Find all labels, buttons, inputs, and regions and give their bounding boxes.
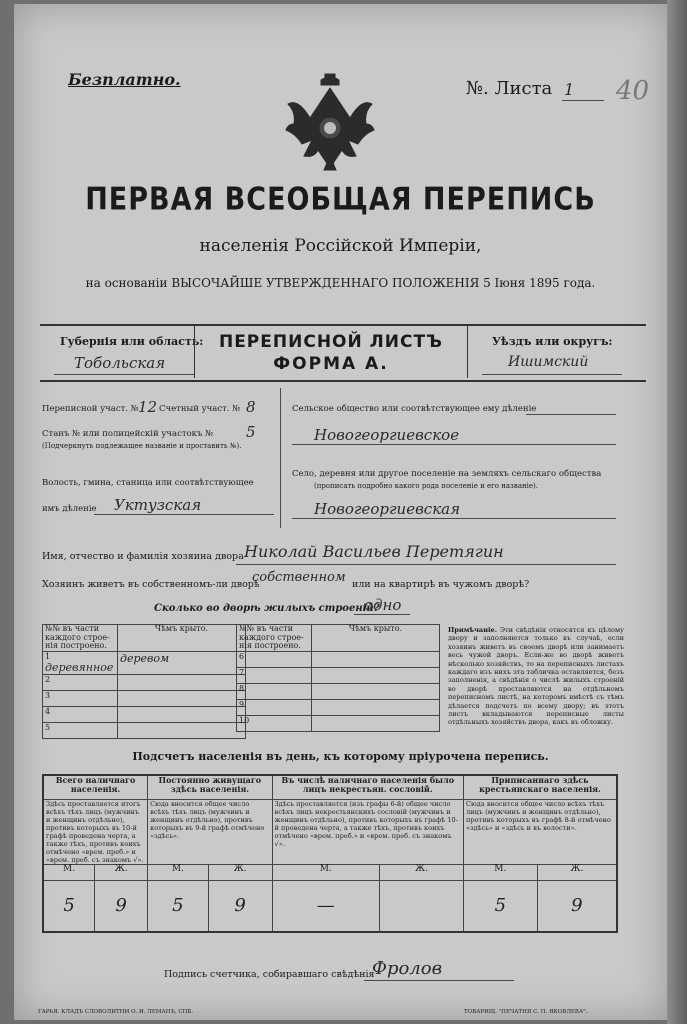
society-label: Сельское общество или соотвѣтствующее ему дѣленіе	[292, 404, 537, 414]
buildings-label: Сколько во дворѣ жилыхъ строеній?	[154, 603, 380, 614]
sheet-title-2: ФОРМА А.	[273, 354, 389, 374]
volost-label-line2: имъ дѣленіе	[42, 504, 97, 514]
row-number: 7	[237, 667, 312, 683]
male-label: М.	[148, 864, 209, 880]
census-area-label: Переписной участ. №	[42, 404, 139, 414]
row-number: 5	[43, 722, 118, 738]
total-male: 5	[43, 880, 95, 932]
row-number: 8	[237, 683, 312, 699]
note-text: Эти свѣдѣнія относятся къ цѣлому двору и заполняются только въ случаѣ, если хозяинъ живетъ въ своемъ дворѣ или занимаетъ весь чужой дворъ. Если-же во дворѣ живетъ нѣсколько хозяйствъ, то на переписныхъ листахъ каждаго изъ нихъ эта табличка оставляется, безъ заполненія, а свѣдѣнія о числѣ жилыхъ строеній во дворѣ проставляются на отдѣльномъ переписномъ листѣ, на которомъ вмѣстѣ съ тѣмъ дѣлается подсчетъ по всему двору; въ этотъ листъ вкладываются переписные листы отдѣльныхъ хозяйствъ двора, какъ въ обложку.	[448, 626, 624, 727]
village-value: Новогеоргиевская	[314, 500, 461, 518]
peasant-female: 9	[537, 880, 617, 932]
female-label: Ж.	[208, 864, 272, 880]
district-value: Ишимский	[508, 354, 589, 370]
row1-built: деревянное	[45, 660, 114, 674]
document-subtitle: населенія Россійской Имперіи,	[199, 236, 482, 256]
row-number: 4	[43, 706, 118, 722]
resident-male: 5	[148, 880, 209, 932]
village-note: (прописать подробно какого рода поселеніе и его названіе).	[314, 482, 538, 490]
col-roof-header: Чѣмъ крыто.	[118, 625, 246, 652]
camp-note: (Подчеркнуть подлежащее названіе и проставить №).	[42, 442, 242, 450]
camp-label: Станъ № или полицейскій участокъ №	[42, 429, 214, 439]
row-number: 6	[237, 651, 312, 667]
col1-header: Всего наличнаго населенія.	[43, 775, 148, 799]
camp-value: 5	[246, 423, 256, 441]
document-basis: на основаніи ВЫСОЧАЙШЕ УТВЕРЖДЕННАГО ПОЛОЖЕНІЯ 5 Іюня 1895 года.	[85, 276, 596, 290]
census-sheet	[14, 4, 667, 1020]
counting-area-label: Счетный участ. №	[159, 404, 241, 414]
row1-roof: деревом	[118, 651, 246, 674]
population-count-table	[42, 774, 618, 933]
counting-area-value: 8	[246, 398, 256, 416]
peasant-male: 5	[463, 880, 537, 932]
village-label: Село, деревня или другое поселеніе на земляхъ сельскаго общества	[292, 469, 602, 479]
non-peasant-female	[379, 880, 463, 932]
row-number: 2	[43, 674, 118, 690]
margin-number: 40	[616, 76, 650, 106]
female-label: Ж.	[379, 864, 463, 880]
col2-header: Постоянно живущаго здѣсь населенія.	[148, 775, 272, 799]
col-built-header: №№ въ части каждого строе-нія построено.	[237, 625, 312, 652]
province-value: Тобольская	[74, 354, 166, 372]
row-number: 3	[43, 690, 118, 706]
col-built-header: №№ въ части каждого строе-нія построено.	[43, 625, 118, 652]
male-label: М.	[272, 864, 379, 880]
count-heading: Подсчетъ населенія въ день, къ которому пріурочена перепись.	[132, 750, 549, 763]
owner-name-label: Имя, отчество и фамилія хозяина двора	[42, 551, 244, 562]
owner-name-value: Николай Васильев Перетягин	[244, 542, 504, 561]
row-number: 10	[237, 715, 312, 731]
free-label: Безплатно.	[68, 70, 181, 89]
residence-label-1: Хозяинъ живетъ въ собственномъ-ли дворѣ	[42, 579, 260, 590]
printer-left: ГАРЬЯ. КЛАДЪ СЛОВОЛИТНИ О. И. ЛЕМАНЪ, СПБ.	[38, 1009, 194, 1015]
society-value: Новогеоргиевское	[314, 426, 460, 444]
residence-label-2: или на квартирѣ въ чужомъ дворѣ?	[352, 579, 530, 590]
census-area-value: 12	[138, 398, 158, 416]
sheet-no-value: 1	[564, 80, 575, 99]
col2-description: Сюда вносится общее число всѣхъ тѣхъ лицъ (мужчинъ и женщинъ отдѣльно), противъ которыхъ въ 9-й графѣ отмѣчено «здѣсь».	[148, 799, 272, 864]
volost-value: Уктузская	[114, 496, 202, 514]
sheet-no-label: №. Листа	[466, 78, 553, 99]
col4-header: Приписаннаго здѣсь крестьянскаго населенія.	[463, 775, 617, 799]
col3-header: Въ числѣ наличнаго населенія было лицъ некрестьян. сословій.	[272, 775, 463, 799]
paper-edge	[667, 0, 687, 1024]
signature-value: Фролов	[372, 958, 443, 979]
col3-description: Здѣсь проставляется (изъ графы 6-й) общее число всѣхъ лицъ некрестьянскихъ сословій (мужчинъ и женщинъ отдѣльно), противъ которыхъ въ графѣ 10-й проведена черта, а также тѣхъ, противъ коихъ отмѣчено «врем. преб.» и «врем. преб. съ знакомъ √».	[272, 799, 463, 864]
note-block	[448, 626, 624, 727]
district-label: Уѣздъ или округъ:	[492, 335, 613, 348]
buildings-table-left	[42, 624, 246, 739]
note-title: Примѣчаніе.	[448, 626, 498, 634]
province-label: Губернія или область:	[60, 335, 204, 348]
resident-female: 9	[208, 880, 272, 932]
male-label: М.	[463, 864, 537, 880]
female-label: Ж.	[537, 864, 617, 880]
buildings-table-right	[236, 624, 440, 732]
row-number: 9	[237, 699, 312, 715]
male-label: М.	[43, 864, 95, 880]
female-label: Ж.	[95, 864, 148, 880]
signature-label: Подпись счетчика, собиравшаго свѣдѣнія	[164, 969, 375, 980]
col4-description: Сюда вносится общее число всѣхъ тѣхъ лицъ (мужчинъ и женщинъ отдѣльно), противъ которыхъ въ графѣ 8-й отмѣчено «здѣсь» и «здѣсь и въ волости».	[463, 799, 617, 864]
document-title: ПЕРВАЯ ВСЕОБЩАЯ ПЕРЕПИСЬ	[85, 181, 596, 218]
row-number: 1	[45, 651, 51, 661]
non-peasant-male: —	[272, 880, 379, 932]
col-roof-header: Чѣмъ крыто.	[312, 625, 440, 652]
residence-value: собственном	[252, 570, 346, 585]
volost-label-line1: Волость, гмина, станица или соотвѣтствующее	[42, 478, 254, 488]
col1-description: Здѣсь проставляется итогъ всѣхъ тѣхъ лицъ (мужчинъ и женщинъ отдѣльно), противъ которыхъ въ 10-й графѣ проведена черта, а также тѣхъ, противъ коихъ отмѣчено «врем. преб.» и «врем. преб. съ знакомъ √».	[43, 799, 148, 864]
printer-right: ТОВАРИЩ. "ПЕЧАТНЯ С. П. ЯКОВЛЕВА".	[464, 1009, 588, 1015]
sheet-title-1: ПЕРЕПИСНОЙ ЛИСТЪ	[218, 332, 444, 352]
total-female: 9	[95, 880, 148, 932]
imperial-eagle-emblem	[285, 70, 375, 174]
buildings-value: одно	[364, 596, 402, 614]
